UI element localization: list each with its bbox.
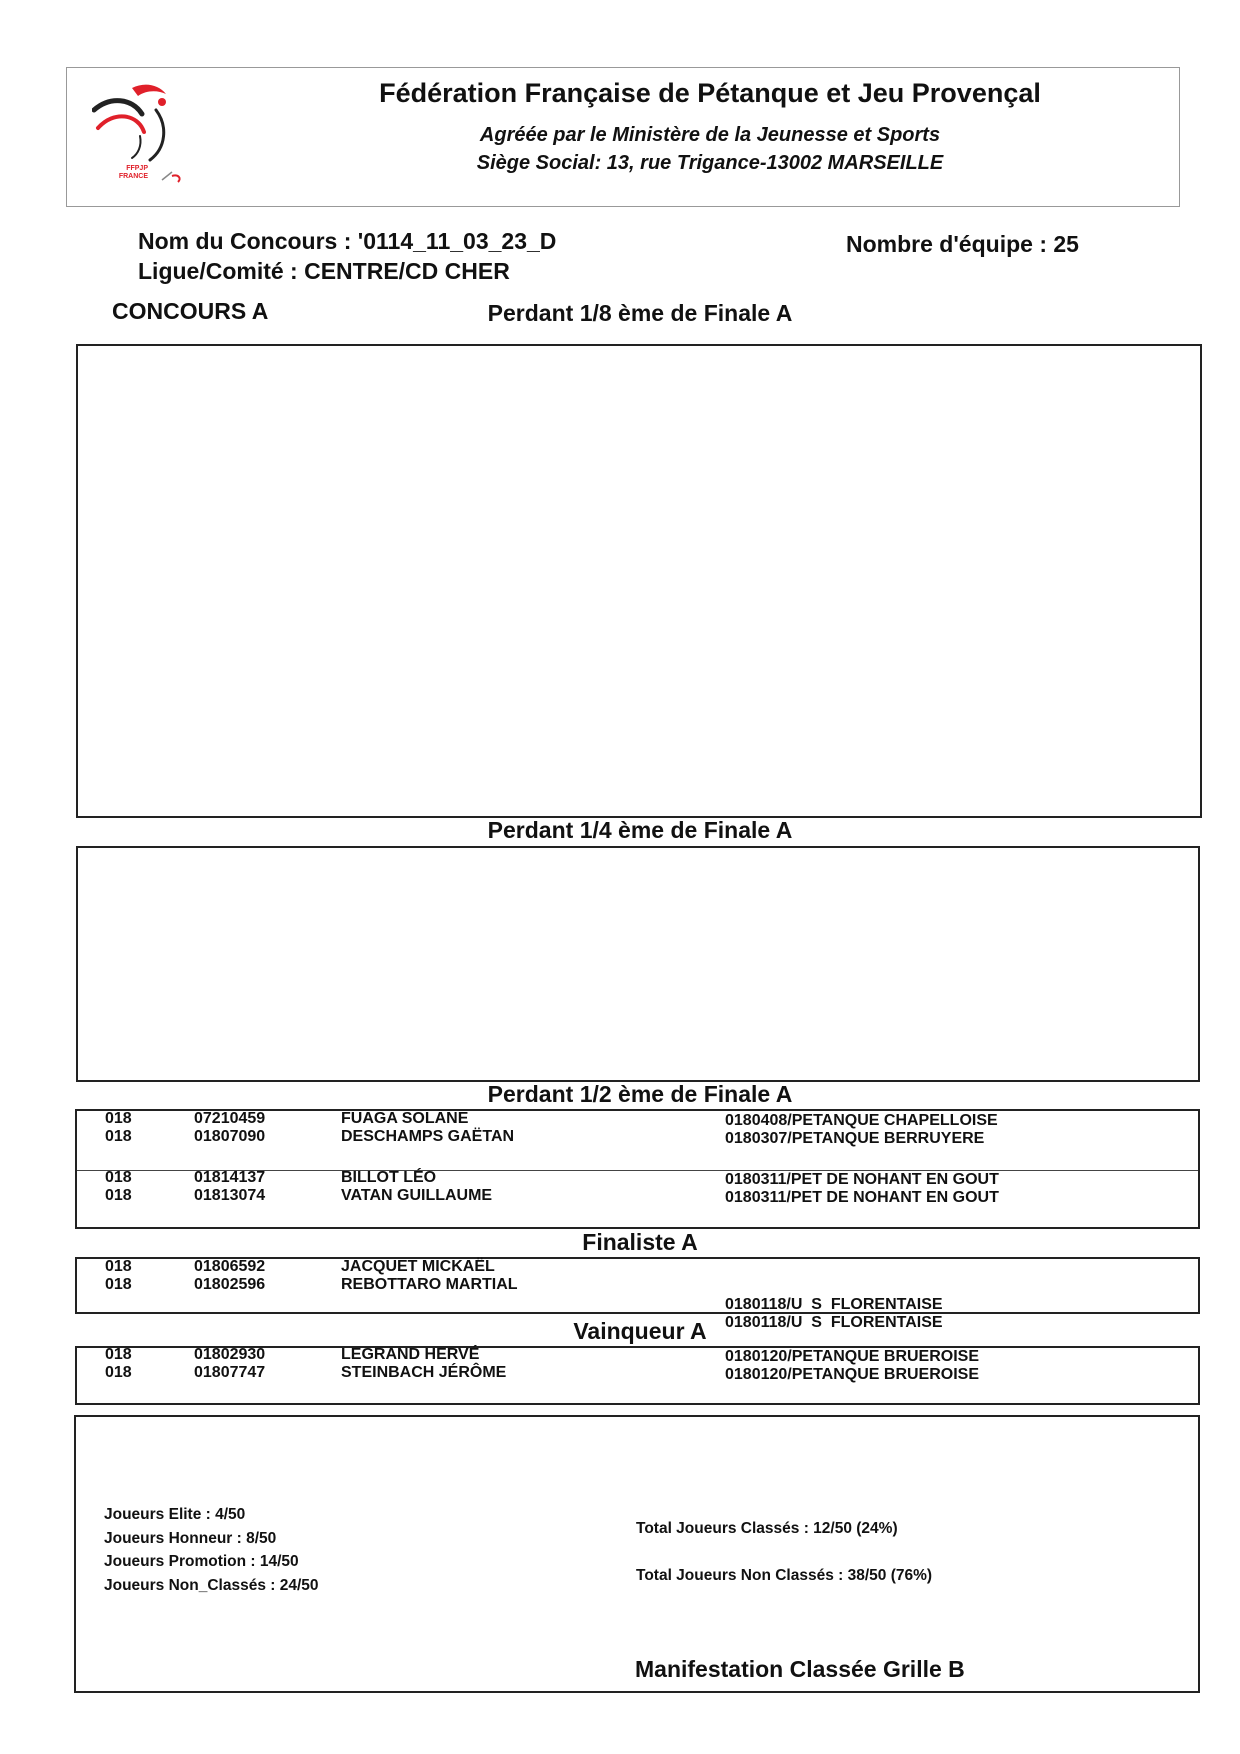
team-code: 018 018	[105, 1169, 132, 1204]
team-licences: 01806592 01802596	[194, 1258, 266, 1293]
federation-address: Siège Social: 13, rue Trigance-13002 MARSEILLE	[476, 152, 944, 174]
team-players: BILLOT LÉO VATAN GUILLAUME	[341, 1169, 493, 1204]
concours-name: Nom du Concours : '0114_11_03_23_D	[138, 228, 557, 254]
team-clubs: 0180120/PETANQUE BRUEROISE 0180120/PETANQUE BRUEROISE	[725, 1348, 980, 1383]
section-title-quarter: Perdant 1/4 ème de Finale A	[487, 817, 793, 843]
section-title-finalist: Finaliste A	[582, 1229, 698, 1255]
team-code: 018 018	[105, 1110, 132, 1145]
team-licences: 01802930 01807747	[194, 1346, 266, 1381]
team-code: 018 018	[105, 1346, 132, 1381]
non-classes-count: Joueurs Non_Classés : 24/50	[104, 1576, 319, 1594]
section-title-eighth: Perdant 1/8 ème de Finale A	[487, 300, 793, 326]
section-title-semi: Perdant 1/2 ème de Finale A	[487, 1081, 793, 1107]
federation-subtitle: Agréée par le Ministère de la Jeunesse et Sports	[479, 124, 941, 146]
eighth-final-box	[76, 344, 1202, 818]
promotion-count: Joueurs Promotion : 14/50	[104, 1553, 299, 1570]
total-classes: Total Joueurs Classés : 12/50 (24%)	[636, 1520, 898, 1537]
nombre-equipes: Nombre d'équipe : 25	[846, 231, 1079, 257]
player-category-stats	[104, 1503, 319, 1597]
logo-text: FFPJP FRANCE	[118, 165, 148, 180]
ligue-comite: Ligue/Comité : CENTRE/CD CHER	[138, 258, 510, 284]
concours-type: CONCOURS A	[112, 298, 269, 324]
team-licences: 01814137 01813074	[194, 1169, 266, 1204]
team-clubs: 0180118/U S FLORENTAISE 0180118/U S FLORENTAISE	[725, 1296, 943, 1331]
section-title-winner: Vainqueur A	[573, 1318, 707, 1344]
quarter-final-box	[76, 846, 1200, 1082]
team-clubs: 0180311/PET DE NOHANT EN GOUT 0180311/PET DE NOHANT EN GOUT	[725, 1171, 999, 1206]
federation-title: Fédération Française de Pétanque et Jeu Provençal	[379, 78, 1041, 108]
team-licences: 07210459 01807090	[194, 1110, 266, 1145]
honneur-count: Joueurs Honneur : 8/50	[104, 1529, 277, 1547]
team-players: FUAGA SOLANE DESCHAMPS GAËTAN	[341, 1110, 515, 1145]
grille-classification: Manifestation Classée Grille B	[635, 1656, 965, 1682]
team-clubs: 0180408/PETANQUE CHAPELLOISE 0180307/PETANQUE BERRUYERE	[725, 1112, 998, 1147]
team-players: JACQUET MICKAËL REBOTTARO MARTIAL	[341, 1258, 518, 1293]
total-non-classes: Total Joueurs Non Classés : 38/50 (76%)	[636, 1567, 933, 1584]
elite-count: Joueurs Elite : 4/50	[104, 1506, 246, 1523]
team-code: 018 018	[105, 1258, 132, 1293]
team-players: LEGRAND HERVÉ STEINBACH JÉRÔME	[341, 1346, 507, 1381]
